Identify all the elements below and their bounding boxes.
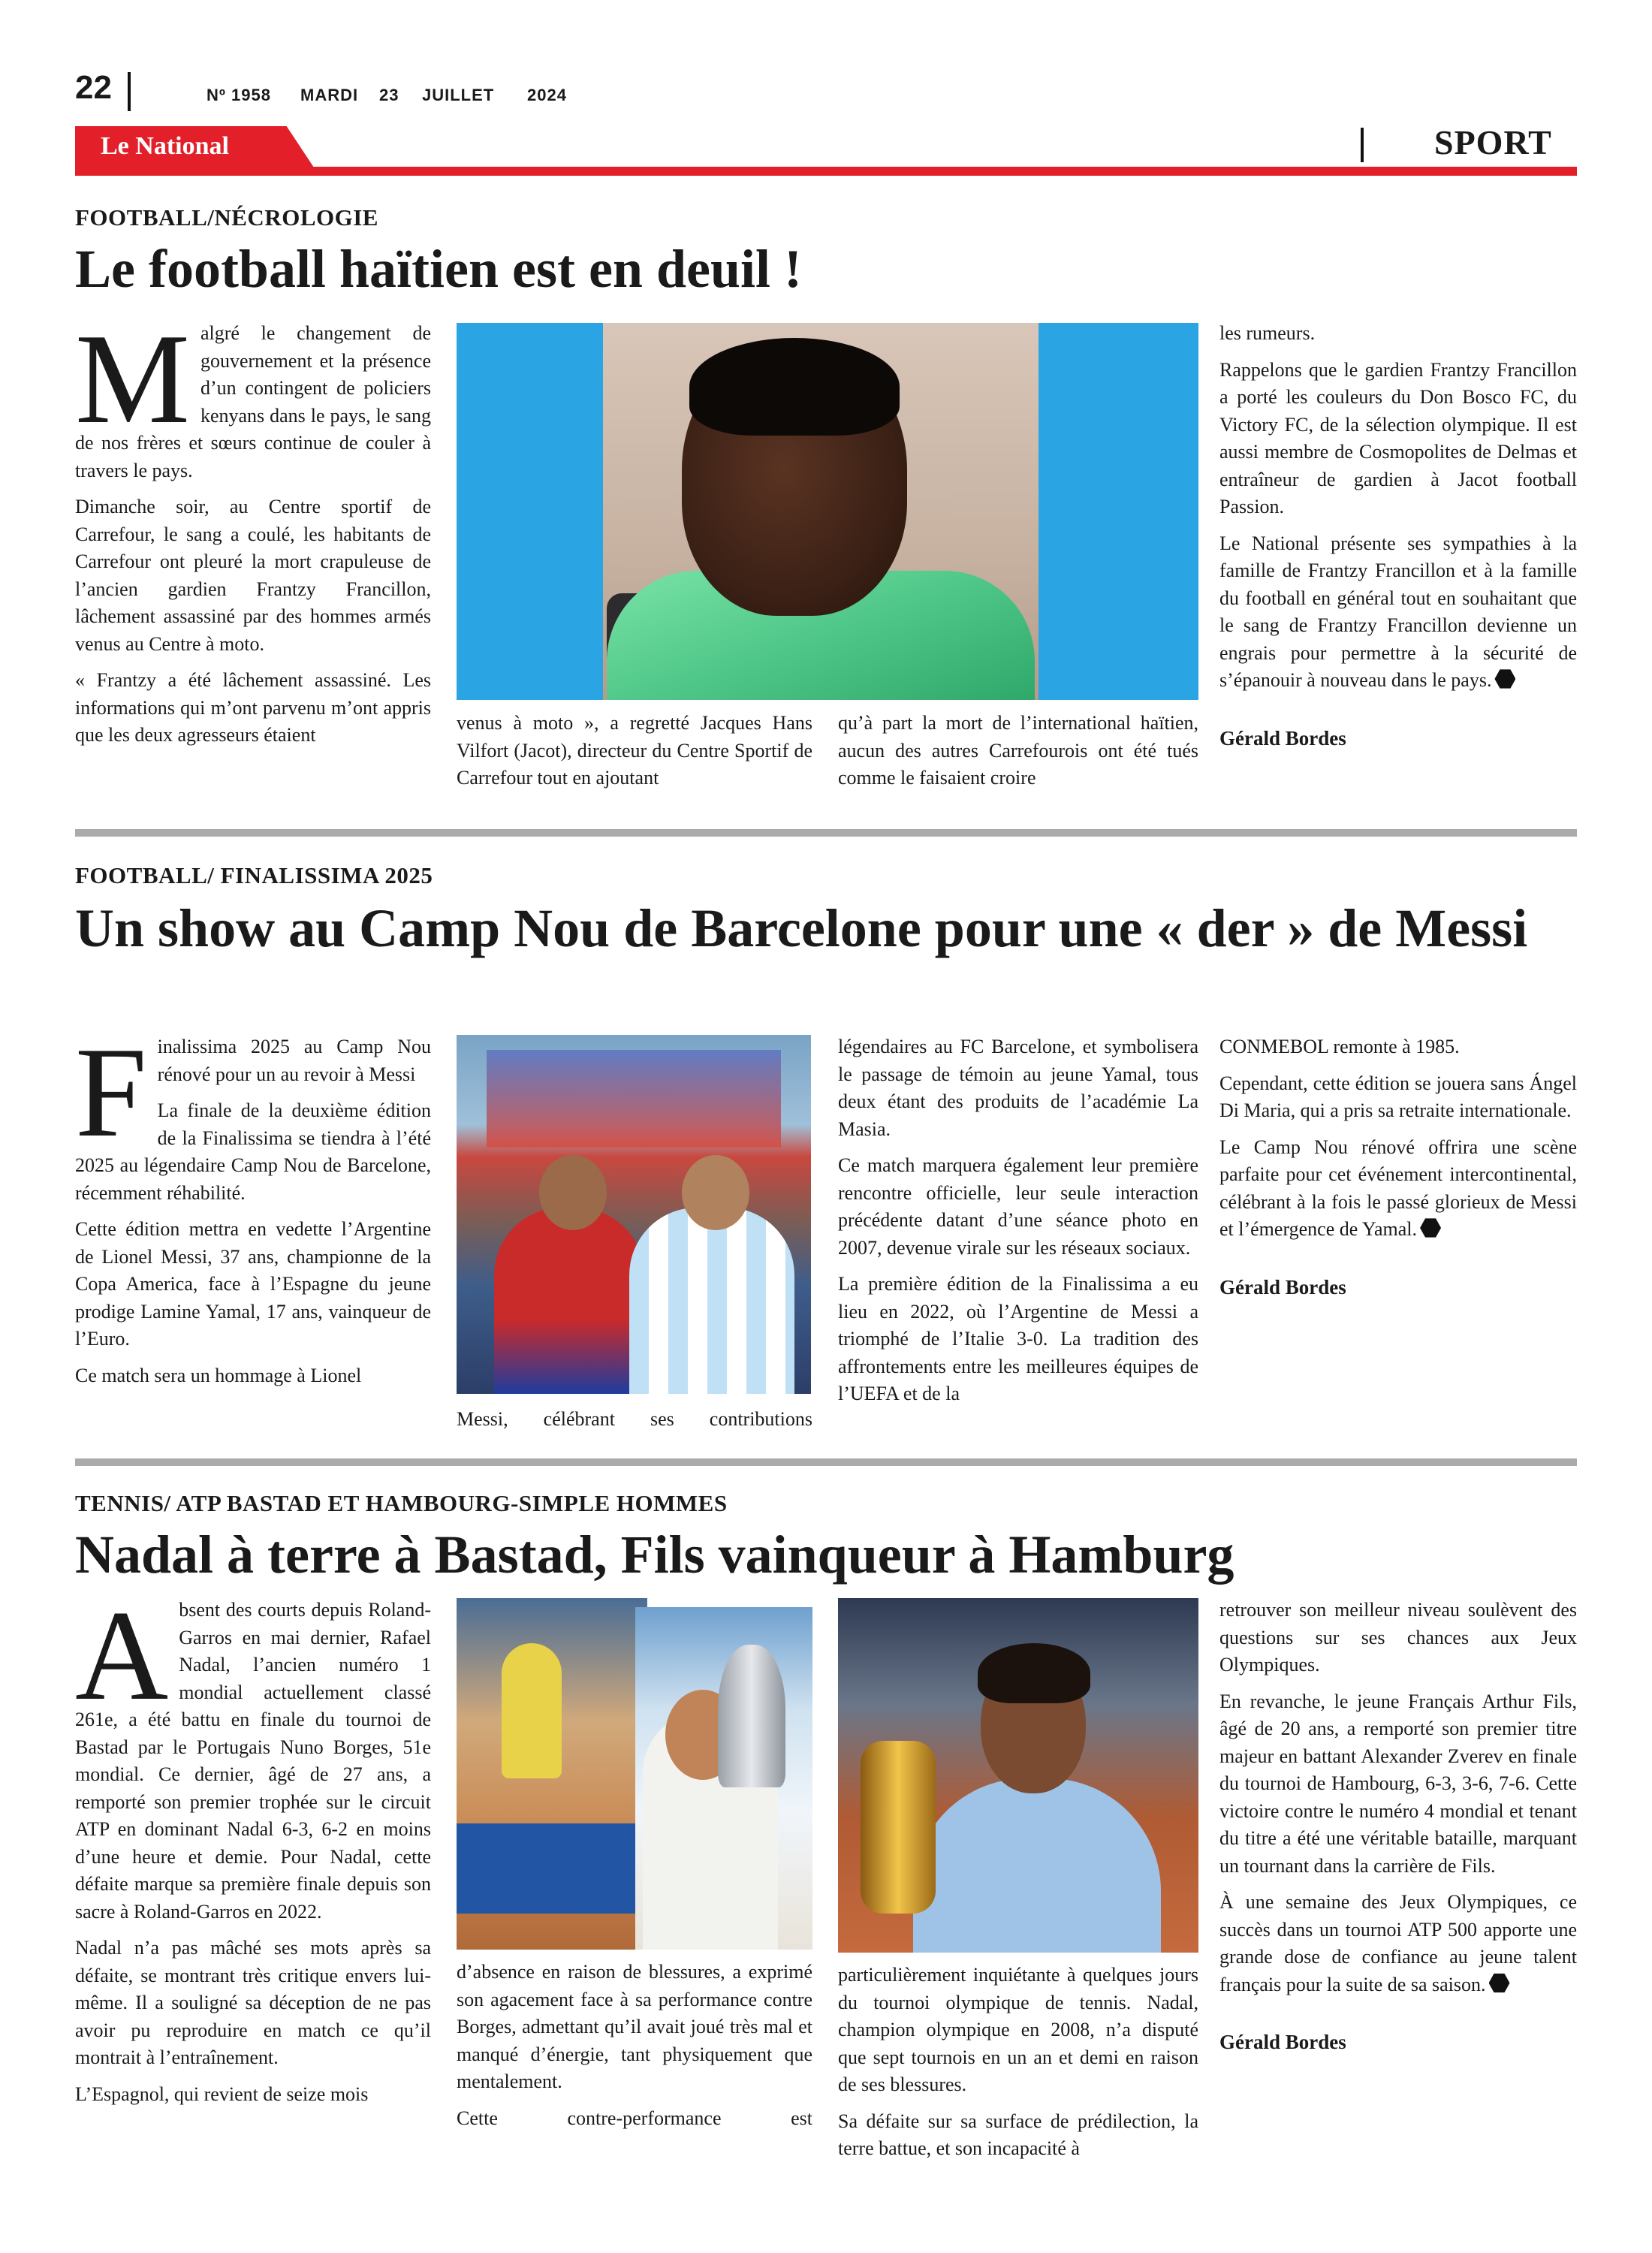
article2-paragraph: légendaires au FC Barcelone, et symbolisera le passage de témoin au jeune Yamal, tous deux étant des produits de l’académie La Masia.: [838, 1036, 1198, 1140]
article2-paragraph: Cependant, cette édition se jouera sans Ángel Di Maria, qui a pris sa retraite internationale.: [1219, 1072, 1577, 1121]
section-title: SPORT: [1434, 123, 1552, 161]
article3-paragraph: À une semaine des Jeux Olympiques, ce succès dans un tournoi ATP 500 apporte une grande dose de confiance au jeune talent français pour la suite de sa saison.: [1219, 1891, 1577, 1995]
article3-dropcap: A: [75, 1585, 169, 1727]
article3-photo-nadal: [457, 1598, 647, 1950]
article1-column-4: [1219, 320, 1577, 762]
article3-paragraph: d’absence en raison de blessures, a exprimé son agacement face à sa performance contre Borges, admettant qu’il avait joué très mal et manqué d’énergie, tant physiquement que mentalement.: [457, 1961, 812, 2092]
page-number-divider: [128, 72, 131, 111]
article3-paragraph: L’Espagnol, qui revient de seize mois: [75, 2083, 369, 2105]
article2-byline: Gérald Bordes: [1219, 1275, 1346, 1298]
article3-kicker: TENNIS/ ATP BASTAD ET HAMBOURG-SIMPLE HOMMES: [75, 1490, 728, 1516]
article1-photo: [457, 323, 1198, 700]
article3-paragraph: bsent des courts depuis Roland-Garros en mai dernier, Rafael Nadal, l’ancien numéro 1 mondial actuellement classé 261e, a été battu en finale du tournoi de Bastad par le Portugais Nuno Borges, 51e mondial. Ce dernier, âgé de 27 ans, a remporté son premier trophée sur le circuit ATP en dominant Nadal 6-3, 6-2 en moins d’une heure et demie. Pour Nadal, cette défaite marque sa première finale depuis son sacre à Roland-Garros en 2022.: [75, 1599, 431, 1923]
article1-paragraph: Le National présente ses sympathies à la famille de Frantzy Francillon et à la famille du football en général tout en souhaitant que le sang de Frantzy Francillon devienne un engrais pour permettre à la sécurité de s’épanouir à nouveau dans le pays.: [1219, 532, 1577, 691]
article2-column-1: [75, 1021, 431, 1398]
end-mark-icon: [1489, 1973, 1510, 1994]
issue-date-day: 23: [379, 86, 399, 104]
article2-paragraph: Le Camp Nou rénové offrira une scène parfaite pour cet événement intercontinental, célébrant à la fois le passé glorieux de Messi et l’émergence de Yamal.: [1219, 1136, 1577, 1240]
article1-paragraph: les rumeurs.: [1219, 322, 1316, 344]
issue-year: 2024: [527, 86, 567, 104]
article2-paragraph: Ce match marquera également leur première rencontre officielle, leur seule interaction précédente datant d’une séance photo en 2007, devenue virale sur les réseaux sociaux.: [838, 1154, 1198, 1259]
article-divider: [75, 1458, 1577, 1466]
article1-column-2: [457, 710, 812, 801]
article3-paragraph: retrouver son meilleur niveau soulèvent des questions sur ses chances aux Jeux Olympiques.: [1219, 1599, 1577, 1675]
article3-paragraph: Nadal n’a pas mâché ses mots après sa défaite, se montrant très critique envers lui-même. Il a souligné sa déception de ne pas avoir pu reproduire en match ce qu’il montrait à l’entraînement.: [75, 1937, 431, 2068]
article2-paragraph: inalissima 2025 au Camp Nou rénové pour un au revoir à Messi: [157, 1036, 431, 1085]
article1-column-3: [838, 710, 1198, 801]
article2-column-2: [457, 1406, 812, 1443]
article-divider: [75, 829, 1577, 837]
article2-paragraph: Cette édition mettra en vedette l’Argentine de Lionel Messi, 37 ans, championne de la Copa America, face à l’Espagne du jeune prodige Lamine Yamal, 17 ans, vainqueur de l’Euro.: [75, 1218, 431, 1350]
article2-column-3: [838, 1033, 1198, 1417]
article1-paragraph: qu’à part la mort de l’international haïtien, aucun des autres Carrefourois ont été tués comme le faisaient croire: [838, 712, 1198, 789]
article3-column-1: [75, 1585, 431, 2117]
article2-headline: Un show au Camp Nou de Barcelone pour une « der » de Messi: [75, 898, 1528, 958]
article1-headline: Le football haïtien est en deuil !: [75, 239, 802, 299]
article3-column-4: [1219, 1597, 1577, 2066]
article2-photo: [457, 1035, 811, 1394]
article2-paragraph: Messi, célébrant ses contributions: [457, 1408, 812, 1430]
article2-kicker: FOOTBALL/ FINALISSIMA 2025: [75, 862, 433, 888]
article3-photo-fils: [838, 1598, 1198, 1953]
article2-paragraph: CONMEBOL remonte à 1985.: [1219, 1036, 1460, 1057]
article3-column-2: [457, 1959, 812, 2141]
article1-paragraph: algré le changement de gouvernement et la présence d’un contingent de policiers kenyans dans le pays, le sang de nos frères et sœurs continue de couler à travers le pays.: [75, 322, 431, 481]
article1-byline: Gérald Bordes: [1219, 726, 1346, 749]
article3-paragraph: Cette contre-performance est: [457, 2107, 812, 2129]
article1-paragraph: Rappelons que le gardien Frantzy Francillon a porté les couleurs du Don Bosco FC, du Victory FC, de la sélection olympique. Il est aussi membre de Cosmopolites de Delmas et entraîneur de gardien à Jacot football Passion.: [1219, 358, 1577, 517]
article2-dropcap: F: [75, 1021, 147, 1164]
article1-dropcap: M: [75, 308, 190, 451]
end-mark-icon: [1420, 1217, 1441, 1238]
article3-paragraph: particulièrement inquiétante à quelques jours du tournoi olympique de tennis. Nadal, champion olympique en 2008, n’a disputé que sept tournois en un an et demi en raison de ses blessures.: [838, 1964, 1198, 2095]
article2-paragraph: Ce match sera un hommage à Lionel: [75, 1364, 362, 1386]
issue-day: MARDI: [300, 86, 359, 104]
header-rule: [75, 167, 1577, 176]
article1-column-1: [75, 308, 431, 759]
article3-photo-borges: [635, 1607, 812, 1950]
end-mark-icon: [1494, 668, 1515, 689]
issue-number: Nº 1958: [206, 86, 271, 104]
article1-kicker: FOOTBALL/NÉCROLOGIE: [75, 204, 378, 231]
article3-paragraph: Sa défaite sur sa surface de prédilection, la terre battue, et son incapacité à: [838, 2110, 1198, 2159]
issue-month: JUILLET: [422, 86, 495, 104]
article2-paragraph: La première édition de la Finalissima a eu lieu en 2022, où l’Argentine de Messi a triomphé de l’Italie 3-0. La tradition des affrontements entre les meilleures équipes de l’UEFA et de la: [838, 1273, 1198, 1404]
article1-paragraph: Dimanche soir, au Centre sportif de Carrefour, le sang a coulé, les habitants de Carrefour ont pleuré la mort crapuleuse de l’ancien gardien Frantzy Francillon, lâchement assassiné par des hommes armés venus au Centre à moto.: [75, 496, 431, 655]
article2-column-4: [1219, 1033, 1577, 1310]
page-number: 22: [75, 69, 112, 106]
article1-paragraph: « Frantzy a été lâchement assassiné. Les informations qui m’ont parvenu m’ont appris que les deux agresseurs étaient: [75, 669, 431, 746]
article3-paragraph: En revanche, le jeune Français Arthur Fils, âgé de 20 ans, a remporté son premier titre majeur en battant Alexander Zverev en finale du tournoi de Hambourg, 6-3, 3-6, 7-6. Cette victoire contre le numéro 4 mondial et tenant du titre a été une véritable bataille, marquant un tournant dans la carrière de Fils.: [1219, 1690, 1577, 1877]
section-divider: [1361, 128, 1364, 162]
brand-logo: Le National: [101, 132, 229, 160]
article2-paragraph: La finale de la deuxième édition de la Finalissima se tiendra à l’été 2025 au légendaire Camp Nou de Barcelone, récemment réhabilité.: [75, 1099, 431, 1204]
article3-headline: Nadal à terre à Bastad, Fils vainqueur à Hamburg: [75, 1525, 1234, 1585]
article3-column-3: [838, 1962, 1198, 2172]
article1-paragraph: venus à moto », a regretté Jacques Hans Vilfort (Jacot), directeur du Centre Sportif de Carrefour tout en ajoutant: [457, 712, 812, 789]
article3-byline: Gérald Bordes: [1219, 2031, 1346, 2053]
